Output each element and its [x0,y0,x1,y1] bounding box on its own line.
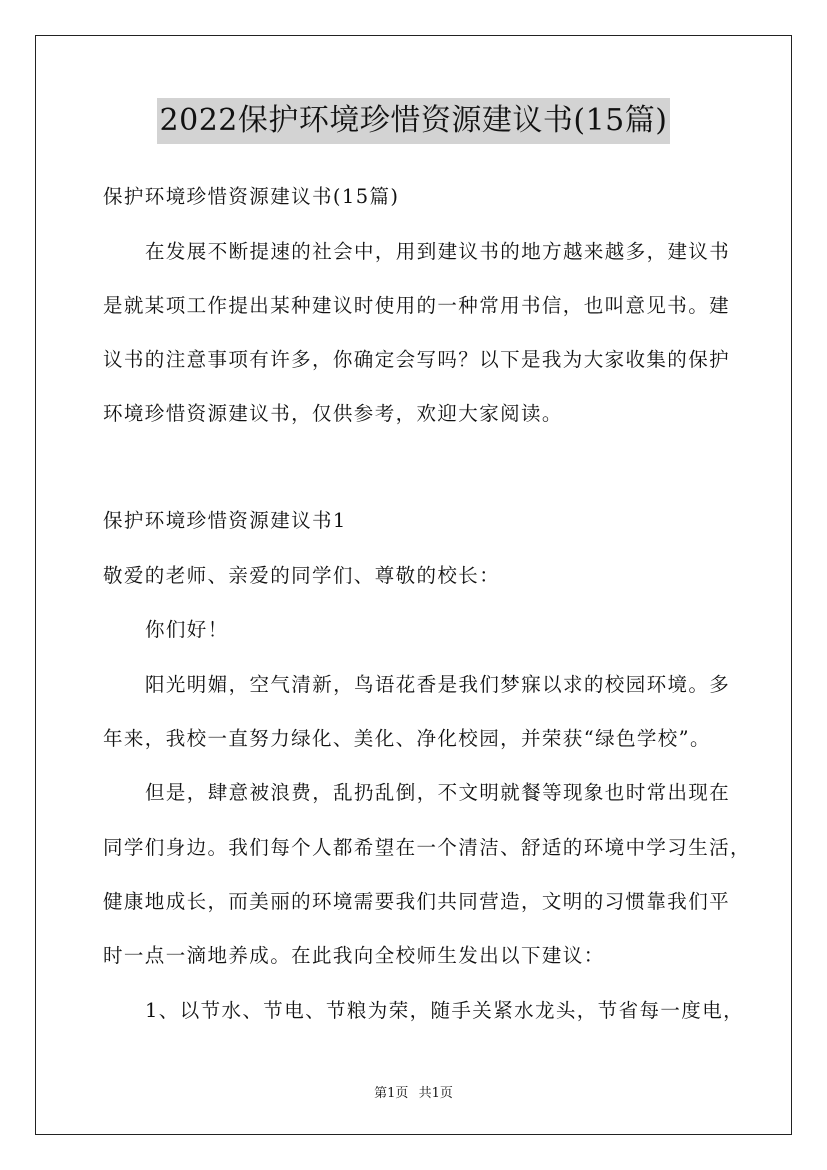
paragraph-line: 但是，肆意被浪费，乱扔乱倒，不文明就餐等现象也时常出现在 [145,781,731,804]
paragraph-line: 议书的注意事项有许多，你确定会写吗？以下是我为大家收集的保护 [103,348,731,371]
page-number-current: 第1页 [374,1086,409,1101]
paragraph-line: 时一点一滴地养成。在此我向全校师生发出以下建议： [103,944,605,967]
title-container [0,98,827,144]
greeting-line: 你们好！ [145,618,229,641]
subtitle-line: 保护环境珍惜资源建议书(15篇) [103,185,400,208]
salutation-line: 敬爱的老师、亲爱的同学们、尊敬的校长： [103,564,501,587]
document-title: 2022保护环境珍惜资源建议书(15篇) [157,98,671,144]
paragraph-line: 阳光明媚，空气清新，鸟语花香是我们梦寐以求的校园环境。多 [145,673,731,696]
paragraph-line: 环境珍惜资源建议书，仅供参考，欢迎大家阅读。 [103,402,563,425]
section-heading: 保护环境珍惜资源建议书1 [103,509,347,532]
paragraph-line: 同学们身边。我们每个人都希望在一个清洁、舒适的环境中学习生活， [103,836,751,859]
page-number-total: 共1页 [418,1086,453,1101]
paragraph-line: 年来，我校一直努力绿化、美化、净化校园，并荣获“绿色学校”。 [103,727,711,750]
paragraph-line: 健康地成长，而美丽的环境需要我们共同营造，文明的习惯靠我们平 [103,890,731,913]
paragraph-line: 是就某项工作提出某种建议时使用的一种常用书信，也叫意见书。建 [103,294,731,317]
list-item-line: 1、以节水、节电、节粮为荣，随手关紧水龙头，节省每一度电， [145,999,745,1022]
paragraph-line: 在发展不断提速的社会中，用到建议书的地方越来越多，建议书 [145,240,731,263]
page-footer [0,1082,827,1101]
